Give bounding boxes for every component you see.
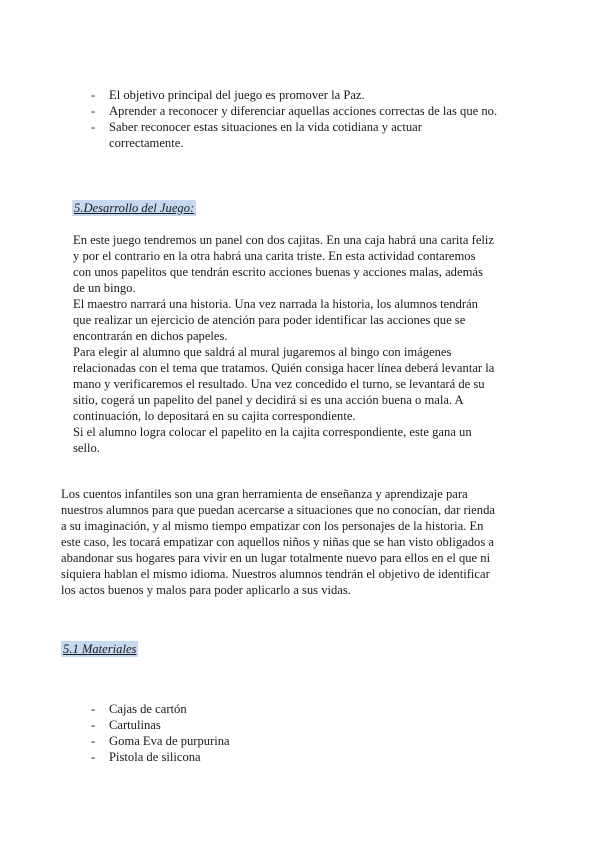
- objectives-list: [91, 87, 561, 151]
- text-line: El maestro narrará una historia. Una vez narrada la historia, los alumnos tendrán: [73, 297, 478, 311]
- text-line: abandonar sus hogares para vivir en un lugar totalmente nuevo para ellos en el que ni: [61, 551, 491, 565]
- text-line: Para elegir al alumno que saldrá al mural jugaremos al bingo con imágenes: [73, 345, 452, 359]
- desarrollo-paragraph: [73, 232, 543, 456]
- list-item: - El objetivo principal del juego es promover la Paz.: [91, 87, 561, 103]
- text-line: de un bingo.: [73, 281, 136, 295]
- text-line: y por el contrario en la otra habrá una carita triste. En esta actividad contaremos: [73, 249, 476, 263]
- text-line: Si el alumno logra colocar el papelito en la cajita correspondiente, este gana un: [73, 425, 472, 439]
- text-line: encontrarán en dichos papeles.: [73, 329, 228, 343]
- list-item: - Goma Eva de purpurina: [91, 733, 391, 749]
- text-line: mano y verificaremos el resultado. Una vez concedido el turno, se levantará de su: [73, 377, 485, 391]
- text-line: sello.: [73, 441, 100, 455]
- section-heading-materiales: 5.1 Materiales: [63, 642, 137, 656]
- text-line: siquiera hablan el mismo idioma. Nuestros alumnos tendrán el objetivo de identificar: [61, 567, 490, 581]
- text-line: sitio, cogerá un papelito del panel y decidirá si es una acción buena o mala. A: [73, 393, 464, 407]
- text-line: que realizar un ejercicio de atención para poder identificar las acciones que se: [73, 313, 466, 327]
- text-line: continuación, lo depositará en su cajita correspondiente.: [73, 409, 356, 423]
- text-line: los actos buenos y malos para poder aplicarlo a sus vidas.: [61, 583, 351, 597]
- list-item: - Saber reconocer estas situaciones en la vida cotidiana y actuar correctamente.: [91, 119, 469, 151]
- text-line: a su imaginación, y al mismo tiempo empatizar con los personajes de la historia. En: [61, 519, 484, 533]
- list-item: - Cajas de cartón: [91, 701, 391, 717]
- text-line: nuestros alumnos para que puedan acercarse a situaciones que no conocían, dar rienda: [61, 503, 495, 517]
- text-line: Los cuentos infantiles son una gran herramienta de enseñanza y aprendizaje para: [61, 487, 468, 501]
- cuentos-paragraph: [61, 486, 541, 598]
- text-line: este caso, les tocará empatizar con aquellos niños y niñas que se han visto obligados a: [61, 535, 494, 549]
- list-item: - Cartulinas: [91, 717, 391, 733]
- list-item: - Aprender a reconocer y diferenciar aquellas acciones correctas de las que no.: [91, 103, 561, 119]
- text-line: con unos papelitos que tendrán escrito acciones buenas y acciones malas, además: [73, 265, 483, 279]
- text-line: En este juego tendremos un panel con dos cajitas. En una caja habrá una carita feliz: [73, 233, 495, 247]
- section-heading-desarrollo: 5.Desarrollo del Juego:: [74, 201, 195, 215]
- list-item: - Pistola de silicona: [91, 749, 391, 765]
- materials-list: [91, 701, 391, 765]
- text-line: relacionadas con el tema que tratamos. Quién consiga hacer línea deberá levantar la: [73, 361, 495, 375]
